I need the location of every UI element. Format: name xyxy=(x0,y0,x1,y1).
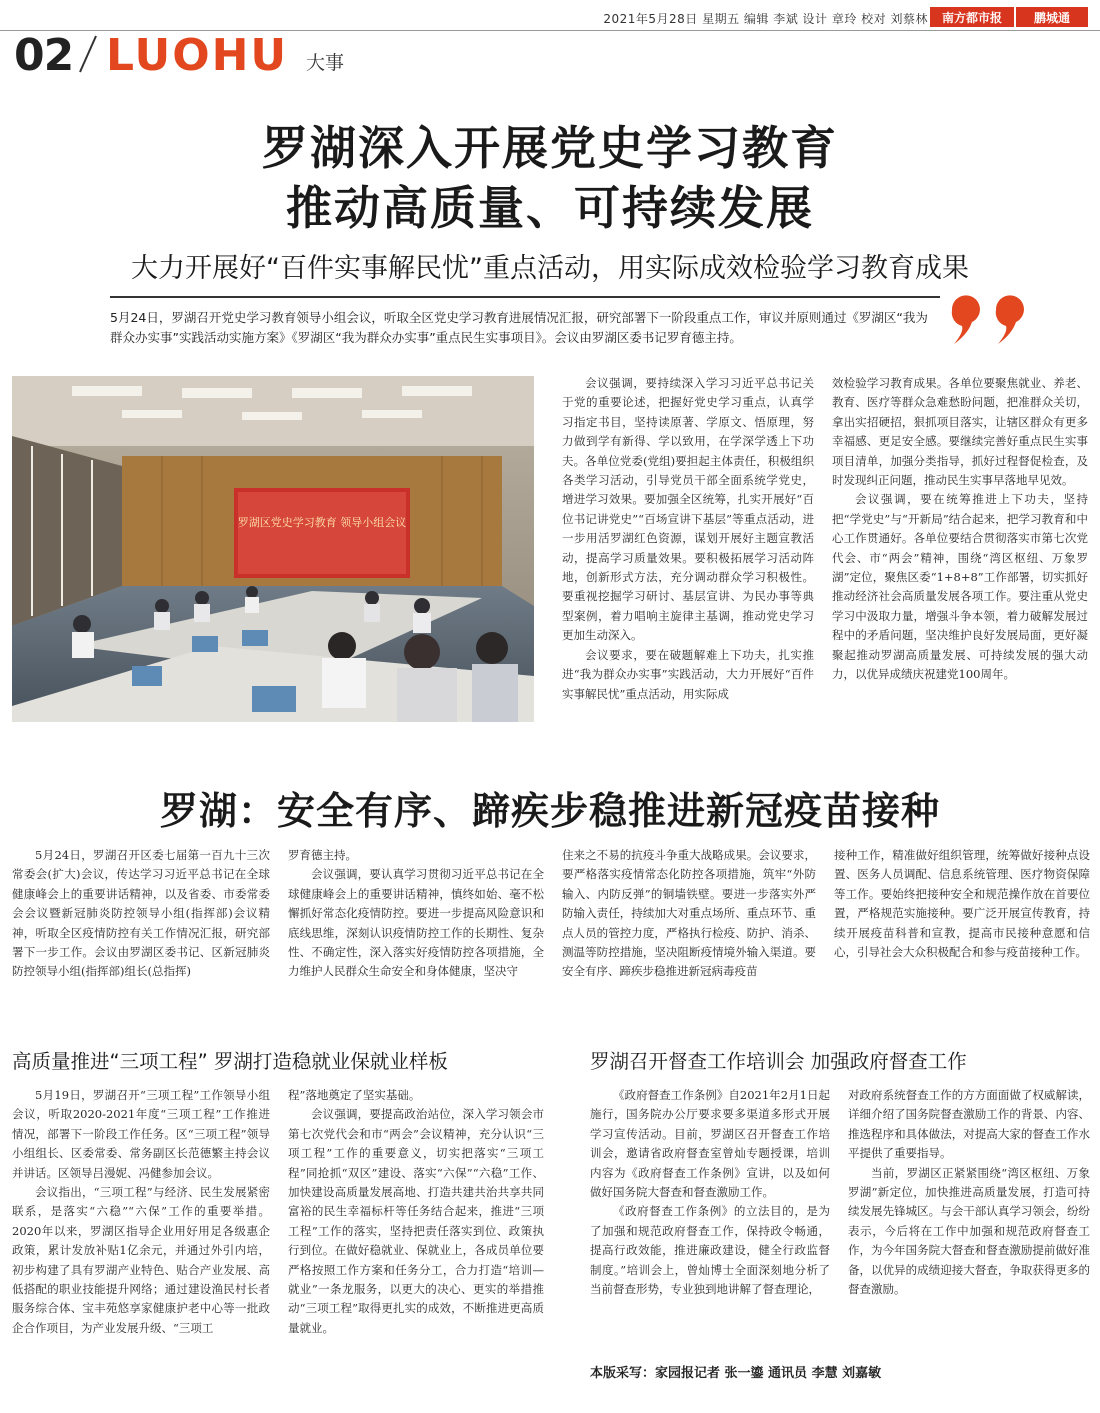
partner-logo: 鹏城通 xyxy=(1016,7,1088,27)
screen-banner-text: 罗湖区党史学习教育 领导小组会议 xyxy=(237,516,407,529)
story2-column-3 xyxy=(562,846,816,982)
section-subtitle: 大事 xyxy=(306,52,345,74)
newspaper-logo: 南方都市报 xyxy=(930,7,1014,27)
meeting-photo xyxy=(12,376,534,722)
main-headline-line2: 推动高质量、可持续发展 xyxy=(286,181,814,235)
story4-paragraph: 《政府督查工作条例》的立法目的，是为了加强和规范政府督查工作，保持政令畅通，提高行政效能，推进廉政建设，健全行政监督制度。”培训会上，曾灿博士全面深刻地分析了当前督查形势，专业独到地讲解了督查理论， xyxy=(590,1204,830,1297)
story2-column-2 xyxy=(288,846,544,982)
story2-column-1 xyxy=(12,846,270,982)
story1-paragraph: 会议强调，要持续深入学习习近平总书记关于党的重要论述，把握好党史学习重点，认真学习指定书目，坚持读原著、学原文、悟原理，努力做到学有新得、学以致用，在学深学透上下功夫。各单位党委(党组)要担起主体责任，积极组织各类学习活动，引导党员干部全面系统学党史，增进学习效果。要加强全区统筹，扎实开展好“百位书记讲党史”“百场宣讲下基层”等重点活动，进一步用活罗湖红色资源，谋划开展好主题宣教活动，提高学习质量效果。要积极拓展学习活动阵地，创新形式方法，充分调动群众学习积极性。要重视挖掘学习研讨、基层宣讲、为民办事等典型案例，着力唱响主旋律主基调，推动党史学习更加生动深入。 xyxy=(562,376,814,643)
issue-meta: 2021年5月28日 星期五 编辑 李斌 设计 章玲 校对 刘蔡林 xyxy=(603,12,928,26)
story2-paragraph: 接种工作，精准做好组织管理，统筹做好接种点设置、医务人员调配、信息系统管理、医疗物资保障等工作。要始终把接种安全和规范操作放在首要位置，严格规范实施接种。要广泛开展宣传教育，持续开展疫苗科普和宣教，提高市民接种意愿和信心，引导社会大众积极配合和参与疫苗接种工作。 xyxy=(834,848,1090,960)
main-headline-line1: 罗湖深入开展党史学习教育 xyxy=(262,121,838,175)
story3-headline: 高质量推进“三项工程” 罗湖打造稳就业保就业样板 xyxy=(12,1050,448,1073)
story1-paragraph: 会议强调，要在统筹推进上下功夫，坚持把“学党史”与“开新局”结合起来，把学习教育和中心工作贯通好。各单位要结合贯彻落实市第七次党代会、市“两会”精神，围绕“湾区枢纽、万象罗湖”定位，聚焦区委“1+8+8”工作部署，切实抓好推动经济社会高质量发展各项工作。要注重从党史学习中汲取力量，增强斗争本领，着力破解发展过程中的矛盾问题，坚决维护良好发展局面，更好凝聚起推动罗湖高质量发展、可持续发展的强大动力，以优异成绩庆祝建党100周年。 xyxy=(832,492,1088,682)
story3-column-1 xyxy=(12,1086,270,1338)
story1-column-1 xyxy=(562,374,814,704)
story4-column-1 xyxy=(590,1086,830,1299)
masthead xyxy=(0,0,1100,80)
lead-paragraph: 5月24日，罗湖召开党史学习教育领导小组会议，听取全区党史学习教育进展情况汇报，研究部署下一阶段重点工作，审议并原则通过《罗湖区“我为群众办实事”实践活动实施方案》《罗湖区“我为群众办实事”重点民生实事项目》。会议由罗湖区委书记罗育德主持。 xyxy=(110,296,940,348)
story2-column-4 xyxy=(834,846,1090,962)
story2-headline: 罗湖：安全有序、蹄疾步稳推进新冠疫苗接种 xyxy=(159,789,940,833)
slash-divider-icon xyxy=(76,32,98,76)
story1-paragraph: 效检验学习教育成果。各单位要聚焦就业、养老、教育、医疗等群众急难愁盼问题，把准群众关切，拿出实招硬招，狠抓项目落实，让辖区群众有更多幸福感、更足安全感。要继续完善好重点民生实事项目清单，加强分类指导，抓好过程督促检查，及时发现纠正问题，推动民生实事早落地早见效。 xyxy=(832,376,1088,488)
quote-mark-icon xyxy=(944,286,1036,346)
story4-paragraph: 对政府系统督查工作的方方面面做了权威解读，详细介绍了国务院督查激励工作的背景、内容、推选程序和具体做法，对提高大家的督查工作水平提供了重要指导。 xyxy=(848,1088,1090,1161)
story4-paragraph: 《政府督查工作条例》自2021年2月1日起施行，国务院办公厅要求要多渠道多形式开展学习宣传活动。目前，罗湖区召开督查工作培训会，邀请省政府督查室曾灿专题授课，培训内容为《政府督查工作条例》宣讲，以及如何做好国务院大督查和督查激励工作。 xyxy=(590,1088,830,1200)
story2-paragraph: 会议强调，要认真学习贯彻习近平总书记在全球健康峰会上的重要讲话精神，慎终如始、毫不松懈抓好常态化疫情防控。要进一步提高风险意识和底线思维，深刻认识疫情防控工作的长期性、复杂性、不确定性，深入落实好疫情防控各项措施，全力维护人民群众生命安全和身体健康，坚决守 xyxy=(288,867,544,979)
section-name: LUOHU xyxy=(106,30,289,81)
story3-paragraph: 会议指出，“三项工程”与经济、民生发展紧密联系，是落实“六稳”“六保”工作的重要举措。2020年以来，罗湖区指导企业用好用足各级惠企政策，累计发放补贴1亿余元，并通过外引内培，初步构建了具有罗湖产业特色、贴合产业发展、高低搭配的职业技能提升网络；通过建设渔民村长者服务综合体、宝丰苑悠享家健康护老中心等一批政企合作项目，为产业发展升级、“三项工 xyxy=(12,1185,270,1335)
byline-credit: 本版采写：家园报记者 张一鎏 通讯员 李慧 刘嘉敏 xyxy=(590,1366,882,1381)
story2-paragraph: 住来之不易的抗疫斗争重大战略成果。会议要求，要严格落实疫情常态化防控各项措施，筑牢“外防输入、内防反弹”的铜墙铁壁。要进一步落实外严防输入责任，持续加大对重点场所、重点环节、重点人员的管控力度，严格执行检疫、防护、消杀、测温等防控措施，坚决阻断疫情境外输入渠道。要安全有序、蹄疾步稳推进新冠病毒疫苗 xyxy=(562,848,816,979)
story3-paragraph: 会议强调，要提高政治站位，深入学习领会市第七次党代会和市“两会”会议精神，充分认识“三项工程”工作的重要意义，切实把落实“三项工程”同抢抓“双区”建设、落实“六保”“六稳”工作、加快建设高质量发展高地、打造共建共治共享共同富裕的民生幸福标杆等任务结合起来，推进“三项工程”工作的落实，坚持把责任落实到位、政策执行到位。在做好稳就业、保就业上，各成员单位要严格按照工作方案和任务分工，合力打造“培训—就业”一条龙服务，以更大的决心、更实的举措推动“三项工程”取得更扎实的成效，不断推进更高质量就业。 xyxy=(288,1107,544,1335)
story3-paragraph: 5月19日，罗湖召开“三项工程”工作领导小组会议，听取2020-2021年度“三项工程”工作推进情况，部署下一阶段工作任务。区“三项工程”领导小组组长、区委常委、常务副区长范德繁主持会议并讲话。区领导吕漫妮、冯健参加会议。 xyxy=(12,1088,270,1180)
story3-paragraph: 程”落地奠定了坚实基础。 xyxy=(288,1088,421,1102)
story3-column-2 xyxy=(288,1086,544,1338)
story2-paragraph: 罗育德主持。 xyxy=(288,848,357,862)
story4-headline: 罗湖召开督查工作培训会 加强政府督查工作 xyxy=(590,1050,967,1073)
story2-paragraph: 5月24日，罗湖召开区委七届第一百九十三次常委会(扩大)会议，传达学习习近平总书记在全球健康峰会上的重要讲话精神，以及省委、市委常委会会议暨新冠肺炎防控领导小组(指挥部)会议精神，听取全区疫情防控有关工作情况汇报，研究部署下一步工作。会议由罗湖区委书记、区新冠肺炎防控领导小组(指挥部)组长(总指挥) xyxy=(12,848,270,979)
story4-paragraph: 当前，罗湖区正紧紧围绕“湾区枢纽、万象罗湖”新定位，加快推进高质量发展，打造可持续发展先锋城区。与会干部认真学习领会，纷纷表示，今后将在工作中加强和规范政府督查工作，为今年国务院大督查和督查激励提前做好准备，以优异的成绩迎接大督查，争取获得更多的督查激励。 xyxy=(848,1165,1090,1297)
story4-column-2 xyxy=(848,1086,1090,1299)
story1-paragraph: 会议要求，要在破题解难上下功夫，扎实推进“我为群众办实事”实践活动，大力开展好“百件实事解民忧”重点活动，用实际成 xyxy=(562,647,814,701)
page-number: 02 xyxy=(14,30,74,81)
meeting-room-illustration xyxy=(12,376,534,722)
story1-column-2 xyxy=(832,374,1088,685)
main-subhead: 大力开展好“百件实事解民忧”重点活动，用实际成效检验学习教育成果 xyxy=(131,253,969,284)
